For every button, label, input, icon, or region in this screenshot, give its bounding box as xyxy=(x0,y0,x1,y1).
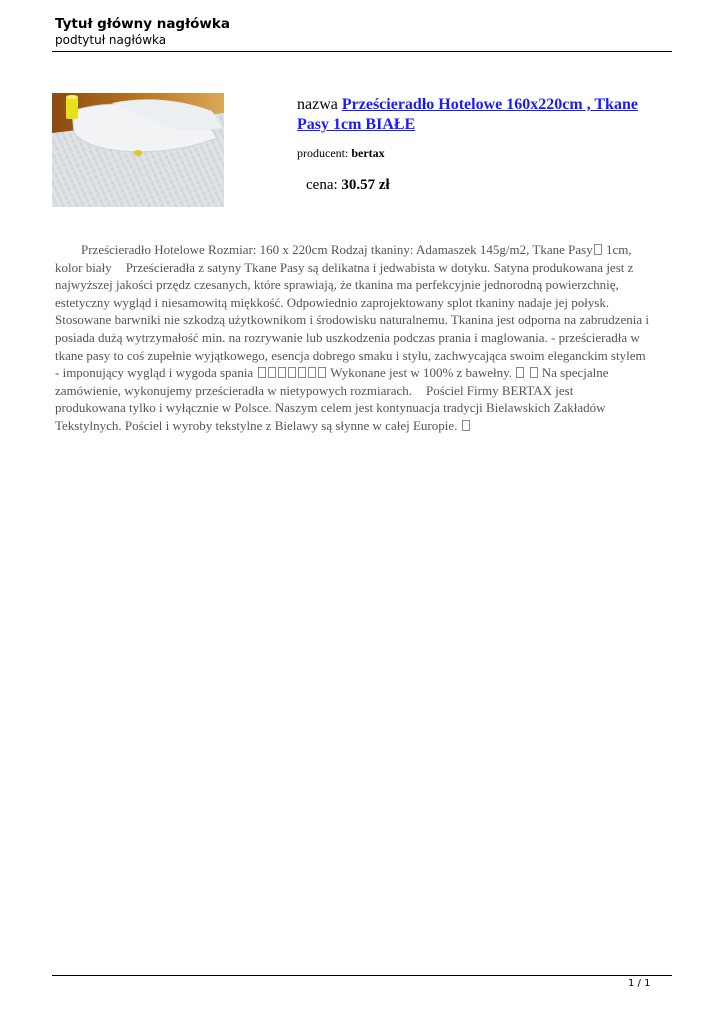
product-link[interactable]: Prześcieradło Hotelowe 160x220cm , Tkane Pasy 1cm BIAŁE xyxy=(297,96,638,133)
page-number: 1 / 1 xyxy=(628,978,651,989)
product-name xyxy=(297,95,672,135)
header-subtitle: podtytuł nagłówka xyxy=(55,33,167,47)
product-photo xyxy=(52,93,224,207)
producer-row xyxy=(297,146,385,161)
missing-glyph-icon xyxy=(594,244,602,255)
price-row xyxy=(306,177,390,194)
product-description: Prześcieradło Hotelowe Rozmiar: 160 x 220cm Rodzaj tkaniny: Adamaszek 145g/m2, Tkane Pasy 1cm, kolor biały Prześcieradła z satyny Tkane Pasy są delikatna i jedwabista w dotyku. Satyna produkowana jest z najwyższej jakości przędz czesanych, które sprawiają, że tkanina ma perfekcyjnie jednorodną powierzchnię, estetyczny wygląd i niesamowitą miękkość. Odpowiednio zaprojektowany splot tkaniny nadaje jej połysk. Stosowane barwniki nie szkodzą użytkownikom i środowisku naturalnemu. Tkanina jest odporna na zabrudzenia i posiada dużą wytrzymałość min. na rozrywanie lub uszkodzenia podczas prania i maglowania. - prześcieradła w tkane pasy to coś zupełnie wyjątkowego, esencja dobrego smaku i stylu, zachwycająca swoim eleganckim stylem - imponujący wygląd i wygoda spania Wykonane jest w 100% z bawełny. Na specjalne zamówienie, wykonujemy prześcieradła w nietypowych rozmiarach. Pościel Firmy BERTAX jest produkowana tylko i wyłącznie w Polsce. Naszym celem jest kontynuacja tradycji Bielawskich Zakładów Tekstylnych. Pościel i wyroby tekstylne z Bielawy są słynne w całej Europie. xyxy=(55,242,650,433)
missing-glyph-icon xyxy=(516,367,524,378)
missing-glyph-icon xyxy=(257,365,327,380)
price-value: 30.57 zł xyxy=(341,177,390,193)
header-title: Tytuł główny nagłówka xyxy=(55,16,230,32)
product-name-label: nazwa xyxy=(297,96,338,113)
header-divider xyxy=(52,51,672,52)
footer-divider xyxy=(52,975,672,976)
missing-glyph-icon xyxy=(462,420,470,431)
producer-value: bertax xyxy=(351,146,385,160)
missing-glyph-icon xyxy=(530,367,538,378)
price-label: cena: xyxy=(306,177,338,193)
producer-label: producent: xyxy=(297,146,349,160)
